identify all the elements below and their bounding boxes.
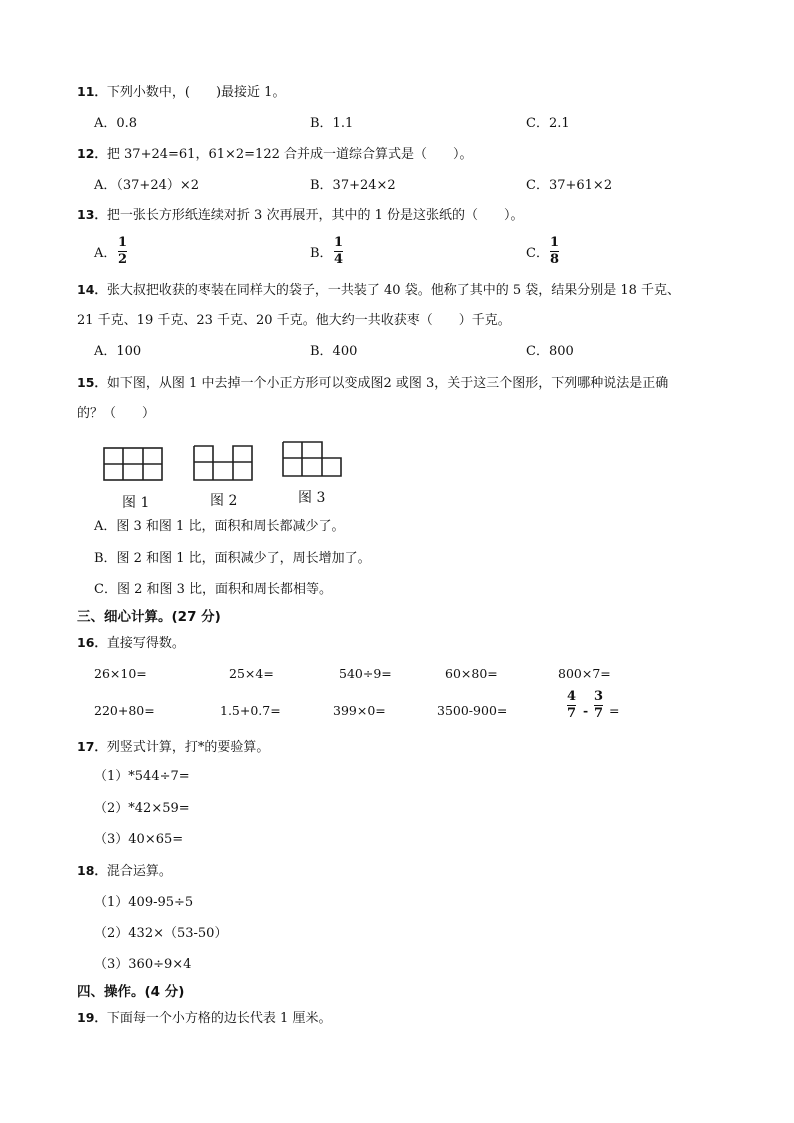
question-number: 12．: [77, 146, 107, 161]
option-a[interactable]: A．100: [94, 344, 142, 359]
question-15-line2: 的？（ ）: [77, 406, 156, 421]
figure-1: [102, 446, 166, 486]
sub-item: （1）*544÷7=: [94, 769, 190, 784]
question-number: 17．: [77, 739, 107, 754]
equals-sign: =: [609, 703, 620, 718]
question-14: [77, 281, 680, 300]
option-a[interactable]: A．0.8: [94, 116, 138, 131]
calc-item: 220+80=: [94, 703, 155, 718]
option-c[interactable]: C．2.1: [526, 116, 570, 131]
figure-3: [281, 440, 345, 480]
option-b[interactable]: B．1.1: [310, 116, 354, 131]
question-text: 混合运算。: [106, 864, 172, 879]
option-letter: B．: [310, 246, 333, 261]
calc-item: 800×7=: [558, 666, 611, 681]
question-number: 18．: [77, 863, 107, 878]
sub-item: （3）40×65=: [94, 832, 184, 847]
fraction-denominator: 7: [567, 706, 577, 721]
option-c[interactable]: C．37+61×2: [526, 178, 613, 193]
question-number: 16．: [77, 635, 107, 650]
fraction-numerator: 4: [567, 689, 577, 704]
fraction-eighth: [550, 236, 559, 267]
fraction-quarter: [334, 236, 343, 267]
option-c[interactable]: [526, 245, 549, 263]
figure-3-label: 图 3: [298, 490, 326, 506]
question-text-line1: 如下图，从图 1 中去掉一个小正方形可以变成图2 或图 3，关于这三个图形，下列哪种说法是正确: [106, 376, 669, 391]
calc-item: 60×80=: [445, 666, 498, 681]
calc-item: 3500-900=: [437, 703, 508, 718]
section-3-title: 三、细心计算。(27 分): [77, 609, 221, 625]
fraction-denominator: 2: [118, 252, 128, 267]
question-14-line2: 21 千克、19 千克、23 千克、20 千克。他大约一共收获枣（ ）千克。: [77, 313, 511, 328]
question-number: 13．: [77, 207, 107, 222]
fraction-half: [118, 236, 127, 267]
question-13: [77, 206, 523, 225]
question-number: 14．: [77, 282, 107, 297]
option-b[interactable]: [310, 245, 333, 263]
sub-item: （2）*42×59=: [94, 801, 190, 816]
question-text: 把一张长方形纸连续对折 3 次再展开，其中的 1 份是这张纸的（ ）。: [106, 208, 524, 223]
option-b[interactable]: B．37+24×2: [310, 178, 396, 193]
question-19: [77, 1009, 331, 1028]
sub-item: （2）432×（53-50）: [94, 926, 228, 941]
figure-2: [192, 444, 256, 484]
calc-item: 25×4=: [229, 666, 274, 681]
question-12: [77, 145, 473, 164]
fraction-numerator: 1: [550, 235, 560, 250]
figure-1-label: 图 1: [122, 495, 150, 511]
calc-item: 540÷9=: [339, 666, 392, 681]
fraction-numerator: 3: [594, 689, 604, 704]
fraction-three-sevenths: [594, 690, 603, 721]
question-text: 下列小数中，( )最接近 1。: [106, 85, 286, 100]
option-b[interactable]: B．图 2 和图 1 比，面积减少了，周长增加了。: [94, 551, 371, 566]
option-c[interactable]: C．图 2 和图 3 比，面积和周长都相等。: [94, 582, 333, 597]
calc-item: 1.5+0.7=: [220, 703, 281, 718]
option-a[interactable]: A．（37+24）×2: [94, 178, 200, 193]
question-text: 列竖式计算，打*的要验算。: [106, 740, 270, 755]
calc-item: 399×0=: [333, 703, 386, 718]
question-text-line1: 张大叔把收获的枣装在同样大的袋子，一共装了 40 袋。他称了其中的 5 袋，结果分别是 18 千克、: [106, 283, 681, 298]
question-15: [77, 374, 668, 393]
option-a[interactable]: A．图 3 和图 1 比，面积和周长都减少了。: [94, 519, 345, 534]
question-17: [77, 738, 269, 757]
question-number: 11．: [77, 84, 107, 99]
question-number: 19．: [77, 1010, 107, 1025]
fraction-numerator: 1: [334, 235, 344, 250]
question-18: [77, 862, 172, 881]
option-a[interactable]: [94, 245, 116, 263]
sub-item: （1）409-95÷5: [94, 895, 194, 910]
question-number: 15．: [77, 375, 107, 390]
figure-2-label: 图 2: [210, 493, 238, 509]
fraction-denominator: 4: [334, 252, 344, 267]
option-letter: A．: [94, 246, 117, 261]
calc-item: 26×10=: [94, 666, 147, 681]
fraction-denominator: 8: [550, 252, 560, 267]
question-text: 把 37+24=61，61×2=122 合并成一道综合算式是（ ）。: [106, 147, 473, 162]
option-c[interactable]: C．800: [526, 344, 574, 359]
minus-sign: -: [583, 703, 589, 718]
section-4-title: 四、操作。(4 分): [77, 984, 185, 1000]
fraction-numerator: 1: [118, 235, 128, 250]
option-letter: C．: [526, 246, 549, 261]
option-b[interactable]: B．400: [310, 344, 358, 359]
fraction-denominator: 7: [594, 706, 604, 721]
question-text: 下面每一个小方格的边长代表 1 厘米。: [106, 1011, 332, 1026]
fraction-four-sevenths: [567, 690, 576, 721]
question-16: [77, 634, 185, 653]
question-11: [77, 83, 285, 102]
sub-item: （3）360÷9×4: [94, 957, 192, 972]
question-text: 直接写得数。: [106, 636, 185, 651]
